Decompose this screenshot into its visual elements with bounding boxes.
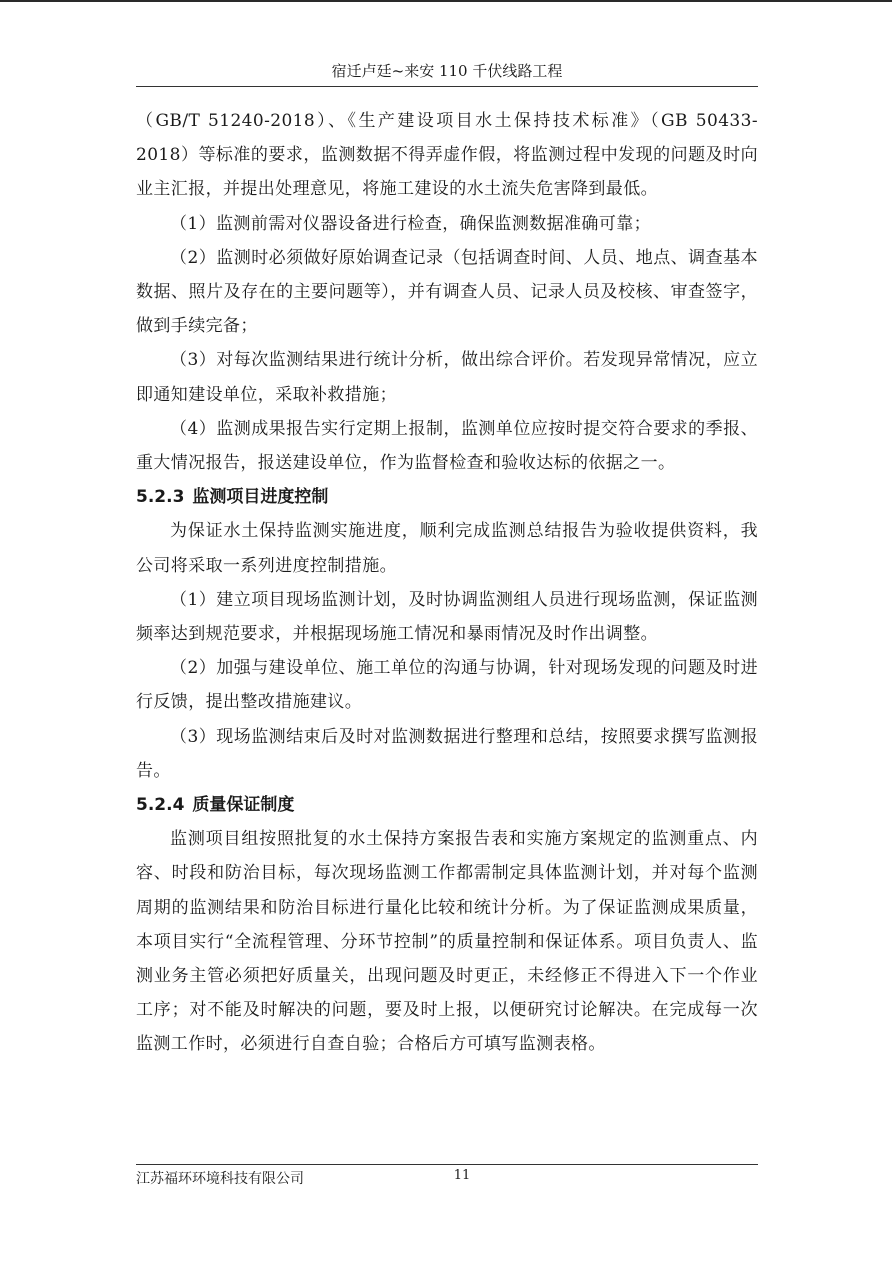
paragraph-item-2: （2）监测时必须做好原始调查记录（包括调查时间、人员、地点、调查基本数据、照片及存在的主要问题等），并有调查人员、记录人员及校核、审查签字，做到手续完备；	[136, 247, 758, 337]
paragraph-item-4: （4）监测成果报告实行定期上报制，监测单位应按时提交符合要求的季报、重大情况报告，报送建设单位，作为监督检查和验收达标的依据之一。	[136, 418, 758, 474]
paragraph-standards: （GB/T 51240-2018）、《生产建设项目水土保持技术标准》（GB 50433-2018）等标准的要求，监测数据不得弄虚作假，将监测过程中发现的问题及时向业主汇报，并提出处理意见，将施工建设的水土流失危害降到最低。	[136, 111, 758, 200]
footer-divider	[136, 1164, 758, 1165]
paragraph-item-3: （3）对每次监测结果进行统计分析，做出综合评价。若发现异常情况，应立即通知建设单位，采取补救措施；	[136, 350, 758, 405]
header-divider	[136, 86, 758, 87]
section-title: 监测项目进度控制	[192, 487, 329, 508]
section-heading-5-2-4	[136, 788, 758, 822]
paragraph-progress-2: （2）加强与建设单位、施工单位的沟通与协调，针对现场发现的问题及时进行反馈，提出整改措施建议。	[136, 658, 758, 713]
section-title: 质量保证制度	[192, 795, 295, 816]
paragraph-quality: 监测项目组按照批复的水土保持方案报告表和实施方案规定的监测重点、内容、时段和防治目标，每次现场监测工作都需制定具体监测计划，并对每个监测周期的监测结果和防治目标进行量化比较和统计分析。为了保证监测成果质量，本项目实行“全流程管理、分环节控制”的质量控制和保证体系。项目负责人、监测业务主管必须把好质量关，出现问题及时更正，未经修正不得进入下一个作业工序；对不能及时解决的问题，要及时上报，以便研究讨论解决。在完成每一次监测工作时，必须进行自查自验；合格后方可填写监测表格。	[136, 829, 758, 1055]
footer-company-name: 江苏福环环境科技有限公司	[136, 1171, 304, 1187]
section-heading-5-2-3	[136, 480, 758, 514]
section-number: 5.2.3	[136, 487, 185, 508]
paragraph-progress-1: （1）建立项目现场监测计划，及时协调监测组人员进行现场监测，保证监测频率达到规范要求，并根据现场施工情况和暴雨情况及时作出调整。	[136, 589, 758, 645]
paragraph-item-1: （1）监测前需对仪器设备进行检查，确保监测数据准确可靠；	[170, 213, 652, 234]
page-body	[136, 104, 758, 1062]
paragraph-progress-intro: 为保证水土保持监测实施进度，顺利完成监测总结报告为验收提供资料，我公司将采取一系列进度控制措施。	[136, 521, 758, 576]
page-number: 11	[453, 1168, 471, 1183]
paragraph-progress-3: （3）现场监测结束后及时对监测数据进行整理和总结，按照要求撰写监测报告。	[136, 726, 758, 781]
top-border-line	[0, 0, 892, 2]
running-header: 宿迁卢廷~来安 110 千伏线路工程	[331, 62, 563, 80]
section-number: 5.2.4	[136, 795, 185, 816]
